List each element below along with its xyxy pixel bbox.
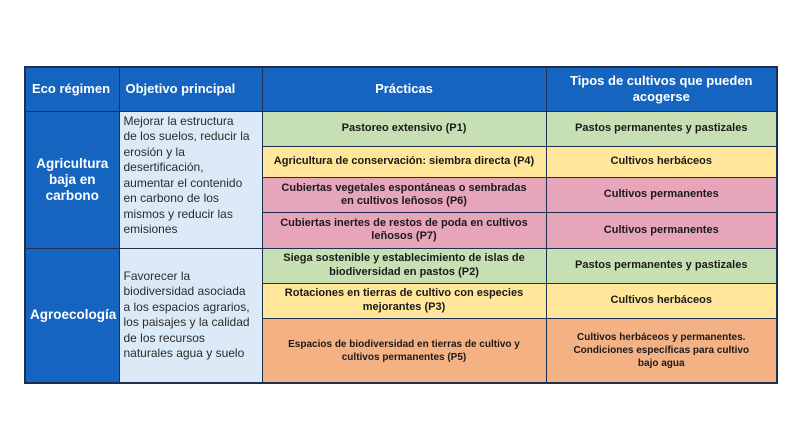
practica-p6: Cubiertas vegetales espontáneas o sembradas en cultivos leñosos (P6) xyxy=(262,177,546,212)
practica-p3: Rotaciones en tierras de cultivo con especies mejorantes (P3) xyxy=(262,283,546,318)
practica-p2: Siega sostenible y establecimiento de islas de biodiversidad en pastos (P2) xyxy=(262,248,546,283)
eco-regimes-table xyxy=(24,66,778,384)
header-eco-regimen: Eco régimen xyxy=(25,67,119,111)
tipo-cultivo-p7: Cultivos permanentes xyxy=(546,213,777,248)
practica-p5: Espacios de biodiversidad en tierras de cultivo y cultivos permanentes (P5) xyxy=(262,319,546,383)
tipo-cultivo-p2: Pastos permanentes y pastizales xyxy=(546,248,777,283)
header-objetivo-principal: Objetivo principal xyxy=(119,67,262,111)
tipo-cultivo-p3: Cultivos herbáceos xyxy=(546,283,777,318)
eco-regimen-agricultura-baja-carbono: Agricultura baja en carbono xyxy=(25,111,119,248)
tipo-cultivo-p6: Cultivos permanentes xyxy=(546,177,777,212)
header-tipos-cultivos: Tipos de cultivos que pueden acogerse xyxy=(546,67,777,111)
header-practicas: Prácticas xyxy=(262,67,546,111)
tipo-cultivo-p4: Cultivos herbáceos xyxy=(546,146,777,177)
objetivo-agricultura-baja-carbono: Mejorar la estructura de los suelos, reducir la erosión y la desertificación, aumentar el contenido en carbono de los mismos y reducir las emisiones xyxy=(119,111,262,248)
table-row xyxy=(25,248,777,283)
header-row xyxy=(25,67,777,111)
practica-p4: Agricultura de conservación: siembra directa (P4) xyxy=(262,146,546,177)
practica-p7: Cubiertas inertes de restos de poda en cultivos leñosos (P7) xyxy=(262,213,546,248)
tipo-cultivo-p1: Pastos permanentes y pastizales xyxy=(546,111,777,146)
tipo-cultivo-p5: Cultivos herbáceos y permanentes. Condiciones específicas para cultivo bajo agua xyxy=(546,319,777,383)
eco-regimen-agroecologia: Agroecología xyxy=(25,248,119,383)
objetivo-agroecologia: Favorecer la biodiversidad asociada a los espacios agrarios, los paisajes y la calidad de los recursos naturales agua y suelo xyxy=(119,248,262,383)
table-row xyxy=(25,111,777,146)
practica-p1: Pastoreo extensivo (P1) xyxy=(262,111,546,146)
